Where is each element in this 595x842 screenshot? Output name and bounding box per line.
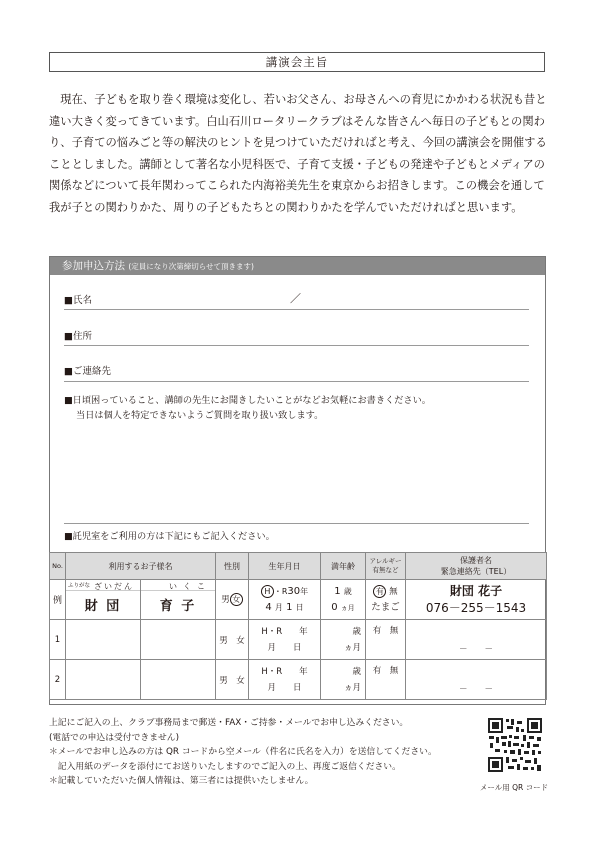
age-years-unit: 歳 bbox=[352, 626, 361, 637]
example-guardian-tel: 076－255－1543 bbox=[425, 600, 527, 615]
example-era-r: ・R bbox=[273, 586, 288, 596]
table-row bbox=[50, 620, 547, 660]
question-label: ■日頃困っていること、講師の先生にお聞きしたいことがなどお気軽にお書きください。 bbox=[64, 395, 431, 406]
nursery-label: ■託児室をご利用の方は下記にもご記入ください。 bbox=[64, 531, 275, 542]
example-last-name: 財 団 bbox=[84, 599, 122, 614]
header-allergy bbox=[366, 553, 406, 580]
example-last-name-cell bbox=[66, 580, 141, 620]
name-field[interactable] bbox=[64, 309, 529, 310]
age-years-unit: 歳 bbox=[352, 666, 361, 677]
name-separator: ／ bbox=[290, 292, 301, 305]
row-no: 2 bbox=[50, 660, 66, 700]
header-guardian bbox=[406, 553, 547, 580]
example-allergy-detail: たまご bbox=[371, 601, 400, 613]
guardian-tel-input[interactable]: － － bbox=[406, 620, 547, 660]
qr-code-icon[interactable] bbox=[487, 717, 543, 773]
example-month-unit: 月 bbox=[274, 602, 283, 612]
footer-line-1: 上記にご記入の上、クラブ事務局まで郵送・FAX・ご持参・メールでお申し込みください。 bbox=[49, 718, 409, 728]
birthdate-era: H・R 年 bbox=[261, 626, 308, 637]
age-input[interactable] bbox=[321, 660, 366, 700]
example-first-name: 育 子 bbox=[159, 599, 197, 614]
age-input[interactable] bbox=[321, 620, 366, 660]
footer-notes bbox=[49, 716, 469, 789]
header-no: No. bbox=[50, 553, 66, 580]
question-field[interactable] bbox=[64, 523, 529, 524]
table-row-example bbox=[50, 580, 547, 620]
application-form bbox=[49, 256, 546, 705]
child-last-name-input[interactable] bbox=[66, 620, 141, 660]
example-guardian-name: 財団 花子 bbox=[449, 583, 503, 598]
section-title: 講演会主旨 bbox=[49, 52, 545, 72]
example-birthdate bbox=[249, 580, 321, 620]
form-heading-title: 参加申込方法 bbox=[62, 260, 125, 272]
form-heading-note: (定員になり次第締切らせて頂きます) bbox=[128, 262, 254, 271]
address-label: ■住所 bbox=[64, 331, 92, 342]
example-age-months-unit: ヵ月 bbox=[340, 603, 355, 612]
example-day-unit: 日 bbox=[295, 602, 304, 612]
sex-select[interactable]: 男 女 bbox=[216, 660, 249, 700]
birthdate-md: 月 日 bbox=[267, 682, 302, 693]
birthdate-era: H・R 年 bbox=[261, 666, 308, 677]
allergy-select[interactable]: 有 無 bbox=[366, 660, 406, 700]
question-note: 当日は個人を特定できないようご質問を取り扱い致します。 bbox=[76, 410, 324, 421]
footer-line-5: ＊記載していただいた個人情報は、第三者には提供いたしません。 bbox=[49, 776, 314, 786]
contact-label: ■ご連絡先 bbox=[64, 366, 111, 377]
intro-text bbox=[49, 89, 547, 218]
example-age-years: 1 bbox=[334, 585, 341, 597]
table-header-row bbox=[50, 553, 547, 580]
name-label: ■氏名 bbox=[64, 295, 92, 306]
example-age-months: 0 bbox=[331, 601, 338, 613]
intro-paragraph: 現在、子どもを取り巻く環境は変化し、若いお父さん、お母さんへの育児にかかわる状況も昔と違い大きく変ってきています。白山石川ロータリークラブはそんな皆さんへ毎日の子どもとの関わり、子育ての悩みごと等の解決のヒントを見つけていただければと考え、今回の講演会を開催することとしました。講師として著名な小児科医で、子育て支援・子どもの発達や子どもとメディアの関係などについて長年関わってこられた内海裕美先生を東京からお招きします。この機会を通して我が子との関わりかた、周りの子どもたちとの関わりかたを学んでいただければと思います。 bbox=[49, 93, 547, 214]
example-allergy-no: 無 bbox=[389, 586, 398, 597]
header-guardian-l2: 緊急連絡先（TEL） bbox=[440, 567, 512, 576]
age-months-unit: ヵ月 bbox=[343, 682, 361, 693]
example-sex bbox=[216, 580, 249, 620]
age-months-unit: ヵ月 bbox=[343, 642, 361, 653]
example-guardian bbox=[406, 580, 547, 620]
form-heading bbox=[50, 257, 545, 275]
example-year: 30 bbox=[287, 585, 301, 597]
footer-line-2: (電話での申込は受付できません) bbox=[49, 732, 180, 743]
header-sex: 性別 bbox=[216, 553, 249, 580]
nursery-table bbox=[49, 552, 547, 700]
example-sex-female: 女 bbox=[230, 593, 243, 606]
furigana-label: ふりがな bbox=[68, 583, 91, 589]
child-first-name-input[interactable] bbox=[141, 660, 216, 700]
header-allergy-l2: 有無など bbox=[372, 566, 399, 574]
example-furigana-first: いくこ bbox=[169, 582, 211, 591]
birthdate-input[interactable] bbox=[249, 620, 321, 660]
child-last-name-input[interactable] bbox=[66, 660, 141, 700]
child-first-name-input[interactable] bbox=[141, 620, 216, 660]
sex-select[interactable]: 男 女 bbox=[216, 620, 249, 660]
table-row bbox=[50, 660, 547, 700]
example-age-years-unit: 歳 bbox=[343, 586, 352, 596]
example-month: 4 bbox=[265, 601, 272, 613]
example-allergy-yes: 有 bbox=[373, 585, 386, 598]
example-furigana-last: ざいだん bbox=[94, 582, 134, 591]
guardian-tel-input[interactable]: － － bbox=[406, 660, 547, 700]
header-birthdate: 生年月日 bbox=[249, 553, 321, 580]
footer-line-3: ＊メールでお申し込みの方は QR コードから空メール（件名に氏名を入力）を送信してください。 bbox=[49, 747, 437, 757]
birthdate-md: 月 日 bbox=[267, 642, 302, 653]
row-no: 1 bbox=[50, 620, 66, 660]
allergy-select[interactable]: 有 無 bbox=[366, 620, 406, 660]
example-first-name-cell bbox=[141, 580, 216, 620]
example-day: 1 bbox=[286, 601, 293, 613]
header-child-name: 利用するお子様名 bbox=[66, 553, 216, 580]
birthdate-input[interactable] bbox=[249, 660, 321, 700]
example-year-unit: 年 bbox=[300, 586, 309, 596]
example-era-h: H bbox=[261, 585, 274, 598]
header-allergy-l1: アレルギー bbox=[369, 557, 402, 565]
example-age bbox=[321, 580, 366, 620]
example-sex-male: 男 bbox=[221, 595, 230, 605]
contact-field[interactable] bbox=[64, 381, 529, 382]
qr-code-label: メール用 QR コード bbox=[479, 783, 549, 792]
example-allergy bbox=[366, 580, 406, 620]
header-guardian-l1: 保護者名 bbox=[460, 556, 492, 565]
footer-line-4: 記入用紙のデータを添付にてお送りいたしますのでご記入の上、再度ご返信ください。 bbox=[49, 761, 401, 772]
row-no: 例 bbox=[50, 580, 66, 620]
address-field[interactable] bbox=[64, 345, 529, 346]
header-age: 満年齢 bbox=[321, 553, 366, 580]
